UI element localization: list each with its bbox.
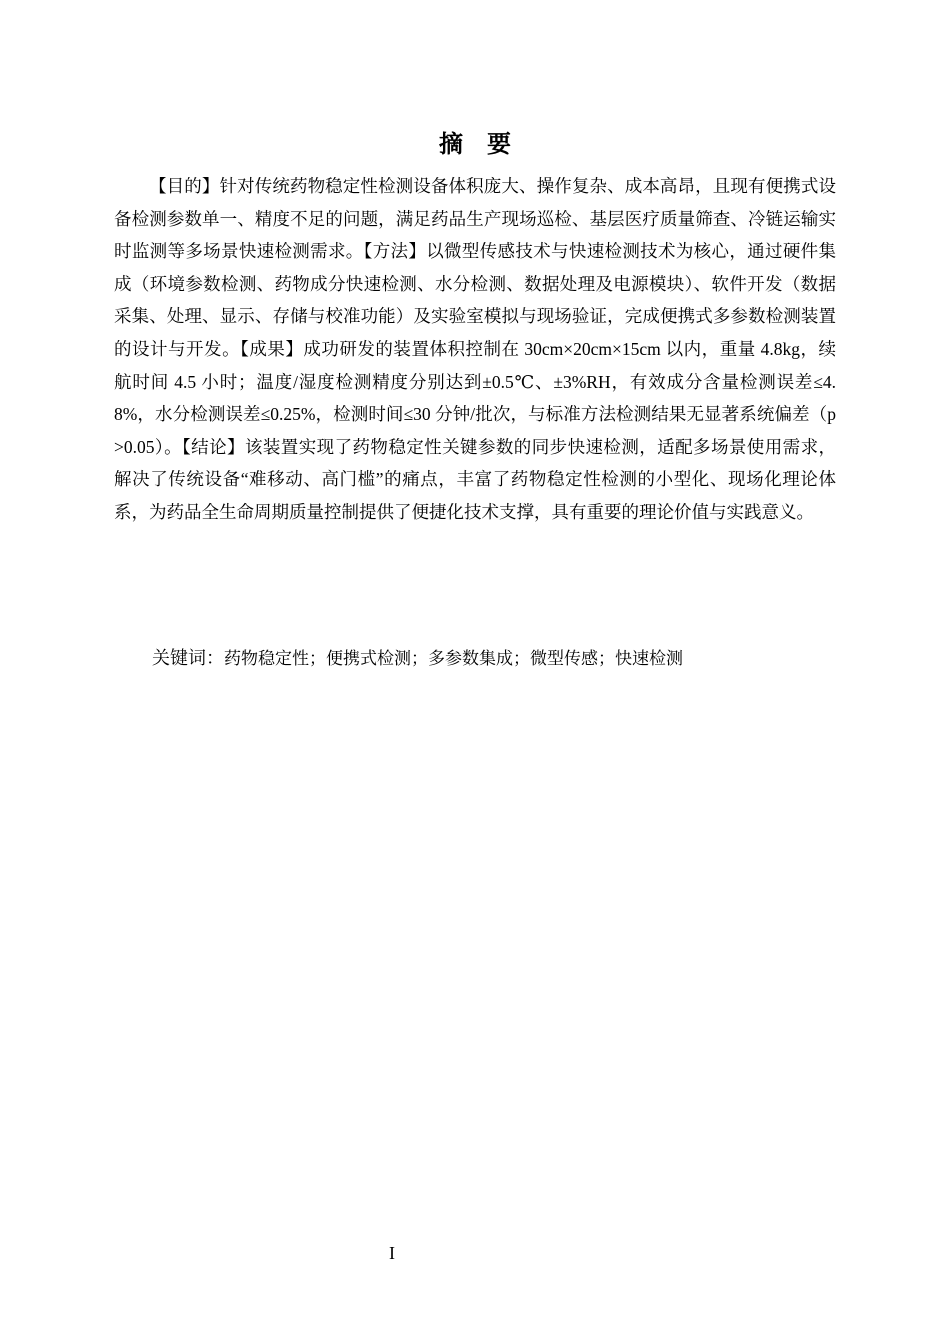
- keywords-label: 关键词：: [152, 648, 224, 669]
- abstract-body: 【目的】针对传统药物稳定性检测设备体积庞大、操作复杂、成本高昂，且现有便携式设备检测参数单一、精度不足的问题，满足药品生产现场巡检、基层医疗质量筛查、冷链运输实时监测等多场景快速检测需求。【方法】以微型传感技术与快速检测技术为核心，通过硬件集成（环境参数检测、药物成分快速检测、水分检测、数据处理及电源模块）、软件开发（数据采集、处理、显示、存储与校准功能）及实验室模拟与现场验证，完成便携式多参数检测装置的设计与开发。【成果】成功研发的装置体积控制在 30cm×20cm×15cm 以内，重量 4.8kg，续航时间 4.5 小时；温度/湿度检测精度分别达到±0.5℃、±3%RH，有效成分含量检测误差≤4.8%，水分检测误差≤0.25%，检测时间≤30 分钟/批次，与标准方法检测结果无显著系统偏差（p>0.05）。【结论】该装置实现了药物稳定性关键参数的同步快速检测，适配多场景使用需求，解决了传统设备“难移动、高门槛”的痛点，丰富了药物稳定性检测的小型化、现场化理论体系，为药品全生命周期质量控制提供了便捷化技术支撑，具有重要的理论价值与实践意义。: [114, 176, 836, 522]
- keywords-line: [152, 643, 842, 675]
- page-number: I: [389, 1243, 395, 1263]
- abstract-title: 摘要: [439, 130, 535, 158]
- keywords-list: 药物稳定性；便携式检测；多参数集成；微型传感；快速检测: [224, 649, 683, 669]
